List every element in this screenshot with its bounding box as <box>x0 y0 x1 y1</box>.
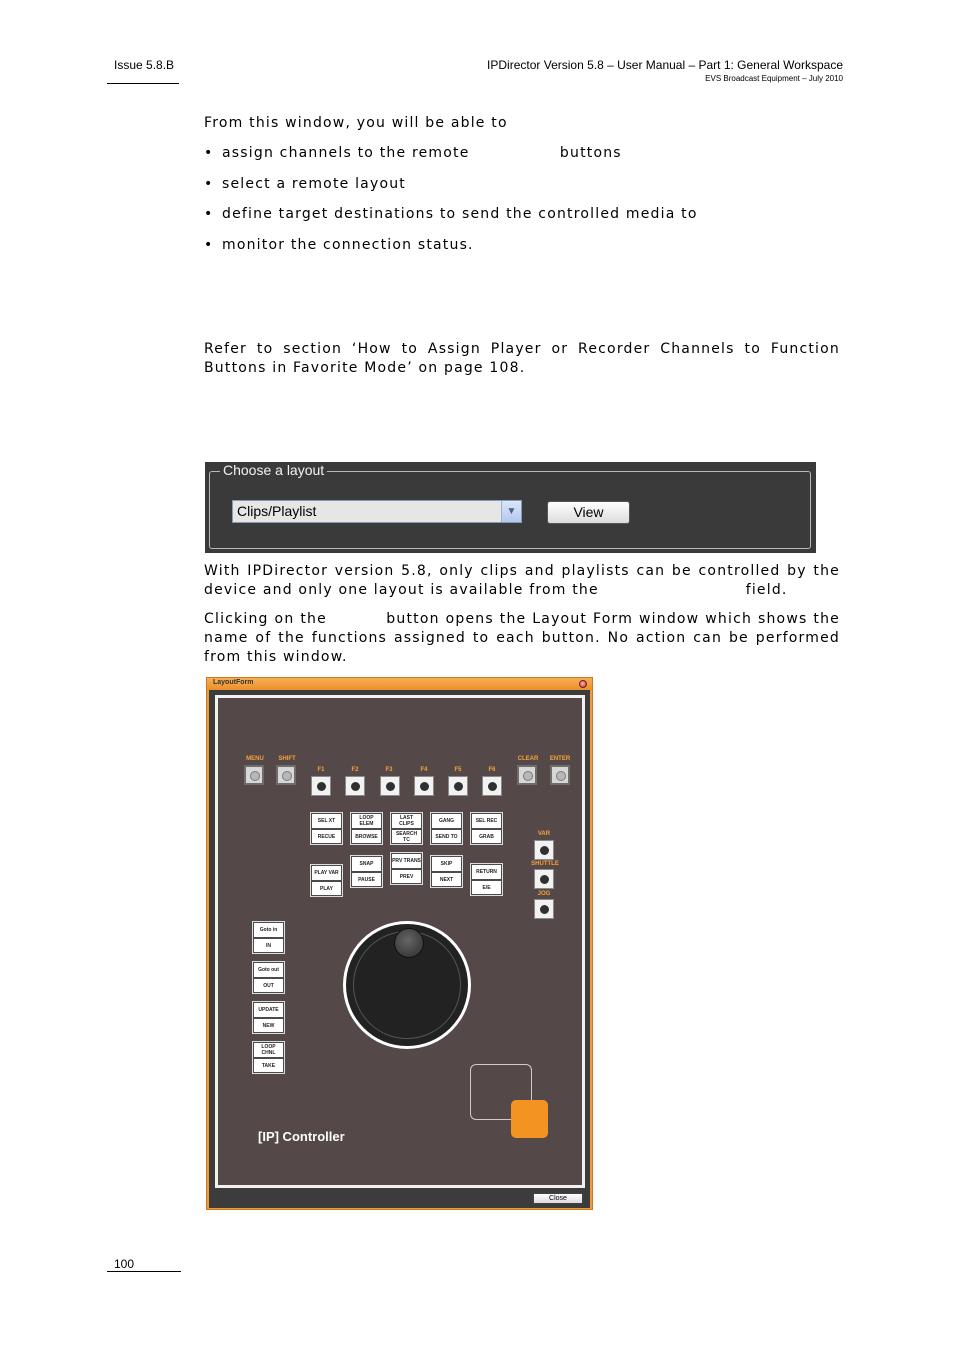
f4-label: F4 <box>420 767 428 773</box>
layout-select[interactable] <box>232 500 522 523</box>
bullet-item: • assign channels to the remote buttons <box>204 145 622 161</box>
key-label-top: LOOP ELEM <box>352 814 381 828</box>
key-label-bottom: PLAY <box>312 882 341 895</box>
key-label-top: SEL XT <box>312 814 341 828</box>
close-button[interactable]: Close <box>533 1193 583 1204</box>
header-right <box>487 58 843 83</box>
click-paragraph: Clicking on the button opens the Layout Form window which shows the name of the functions assigned to each button. No action can be performed from this window. <box>204 611 846 665</box>
window-footer <box>209 1190 590 1208</box>
shuttle-label: SHUTTLE <box>531 861 559 867</box>
shuttle-button <box>534 869 554 889</box>
layout-select-value: Clips/Playlist <box>237 503 317 519</box>
jog-wheel <box>343 921 471 1049</box>
key-label-bottom: TAKE <box>254 1059 283 1072</box>
jog-label: JOG <box>537 891 551 897</box>
page-number: 100 <box>114 1257 135 1271</box>
window-titlebar <box>207 678 592 690</box>
key-label-bottom: PREV <box>392 870 421 883</box>
f5-label: F5 <box>454 767 462 773</box>
shift-label: SHIFT <box>278 756 296 762</box>
key-return-ee <box>470 863 503 896</box>
clear-label: CLEAR <box>517 756 539 762</box>
key-playvar-play <box>310 864 343 897</box>
key-snap-pause <box>350 855 383 888</box>
enter-button <box>550 765 570 785</box>
key-label-top: PRV TRANS <box>392 854 421 868</box>
key-update-new <box>252 1001 285 1034</box>
footer-rule <box>107 1271 181 1272</box>
key-label-top: SEL REC <box>472 814 501 828</box>
close-icon[interactable] <box>579 680 587 688</box>
bullet-item: • define target destinations to send the controlled media to <box>204 206 698 222</box>
f1-button <box>311 776 331 796</box>
key-loopelem-browse <box>350 812 383 845</box>
key-label-bottom: SEARCH TC <box>392 830 421 843</box>
key-label-bottom: RECUE <box>312 830 341 843</box>
f6-button <box>482 776 502 796</box>
enter-label: ENTER <box>549 756 571 762</box>
key-label-top: Goto out <box>254 963 283 977</box>
f2-label: F2 <box>351 767 359 773</box>
menu-button <box>244 765 264 785</box>
key-label-bottom: E/E <box>472 881 501 894</box>
document-subtitle: EVS Broadcast Equipment – July 2010 <box>705 74 843 83</box>
key-prvtrans-prev <box>390 852 423 885</box>
key-label-bottom: BROWSE <box>352 830 381 843</box>
key-lastclips-searchtc <box>390 812 423 845</box>
key-label-top: GANG <box>432 814 461 828</box>
key-gang-sendto <box>430 812 463 845</box>
key-label-top: LOOP CHNL <box>254 1043 283 1057</box>
jog-wheel-body <box>346 924 468 1046</box>
bullet-item: • monitor the connection status. <box>204 237 474 253</box>
key-label-top: SKIP <box>432 857 461 871</box>
f1-label: F1 <box>317 767 325 773</box>
key-label-top: PLAY VAR <box>312 866 341 880</box>
window-title: LayoutForm <box>213 679 254 686</box>
key-label-top: Goto in <box>254 923 283 937</box>
clear-button <box>517 765 537 785</box>
layout-group-label: Choose a layout <box>220 462 327 478</box>
f3-button <box>380 776 400 796</box>
key-label-bottom: SEND TO <box>432 830 461 843</box>
document-title: IPDirector Version 5.8 – User Manual – Part 1: General Workspace <box>487 58 843 72</box>
view-button[interactable]: View <box>547 501 630 524</box>
refer-paragraph: Refer to section ‘How to Assign Player or Recorder Channels to Function Buttons in Favorite Mode’ on page 108. <box>204 341 840 376</box>
key-label-bottom: NEW <box>254 1019 283 1032</box>
key-gotoin-in <box>252 921 285 954</box>
f6-label: F6 <box>488 767 496 773</box>
key-gotoout-out <box>252 961 285 994</box>
key-label-top: LAST CLIPS <box>392 814 421 828</box>
var-button <box>534 840 554 860</box>
key-label-top: SNAP <box>352 857 381 871</box>
bullet-item: • select a remote layout <box>204 176 406 192</box>
key-loopchnl-take <box>252 1041 285 1074</box>
key-label-bottom: PAUSE <box>352 873 381 886</box>
f3-label: F3 <box>385 767 393 773</box>
key-label-bottom: NEXT <box>432 873 461 886</box>
key-label-bottom: OUT <box>254 979 283 992</box>
key-label-bottom: GRAB <box>472 830 501 843</box>
key-label-bottom: IN <box>254 939 283 952</box>
controller-brand-label: [IP] Controller <box>258 1129 345 1144</box>
key-selxt-recue <box>310 812 343 845</box>
jog-button <box>534 899 554 919</box>
jog-knob <box>394 928 424 958</box>
header-rule <box>107 83 179 84</box>
var-label: VAR <box>537 831 551 837</box>
key-label-top: UPDATE <box>254 1003 283 1017</box>
key-label-top: RETURN <box>472 865 501 879</box>
f4-button <box>414 776 434 796</box>
f2-button <box>345 776 365 796</box>
shift-button <box>276 765 296 785</box>
key-skip-next <box>430 855 463 888</box>
version-paragraph: With IPDirector version 5.8, only clips and playlists can be controlled by the device and only one layout is available from the field. <box>204 563 846 598</box>
intro-lead: From this window, you will be able to <box>204 115 508 131</box>
orange-indicator <box>511 1100 548 1138</box>
key-selrec-grab <box>470 812 503 845</box>
f5-button <box>448 776 468 796</box>
menu-label: MENU <box>246 756 264 762</box>
chevron-down-icon[interactable]: ▼ <box>501 501 521 522</box>
issue-label: Issue 5.8.B <box>114 58 175 72</box>
